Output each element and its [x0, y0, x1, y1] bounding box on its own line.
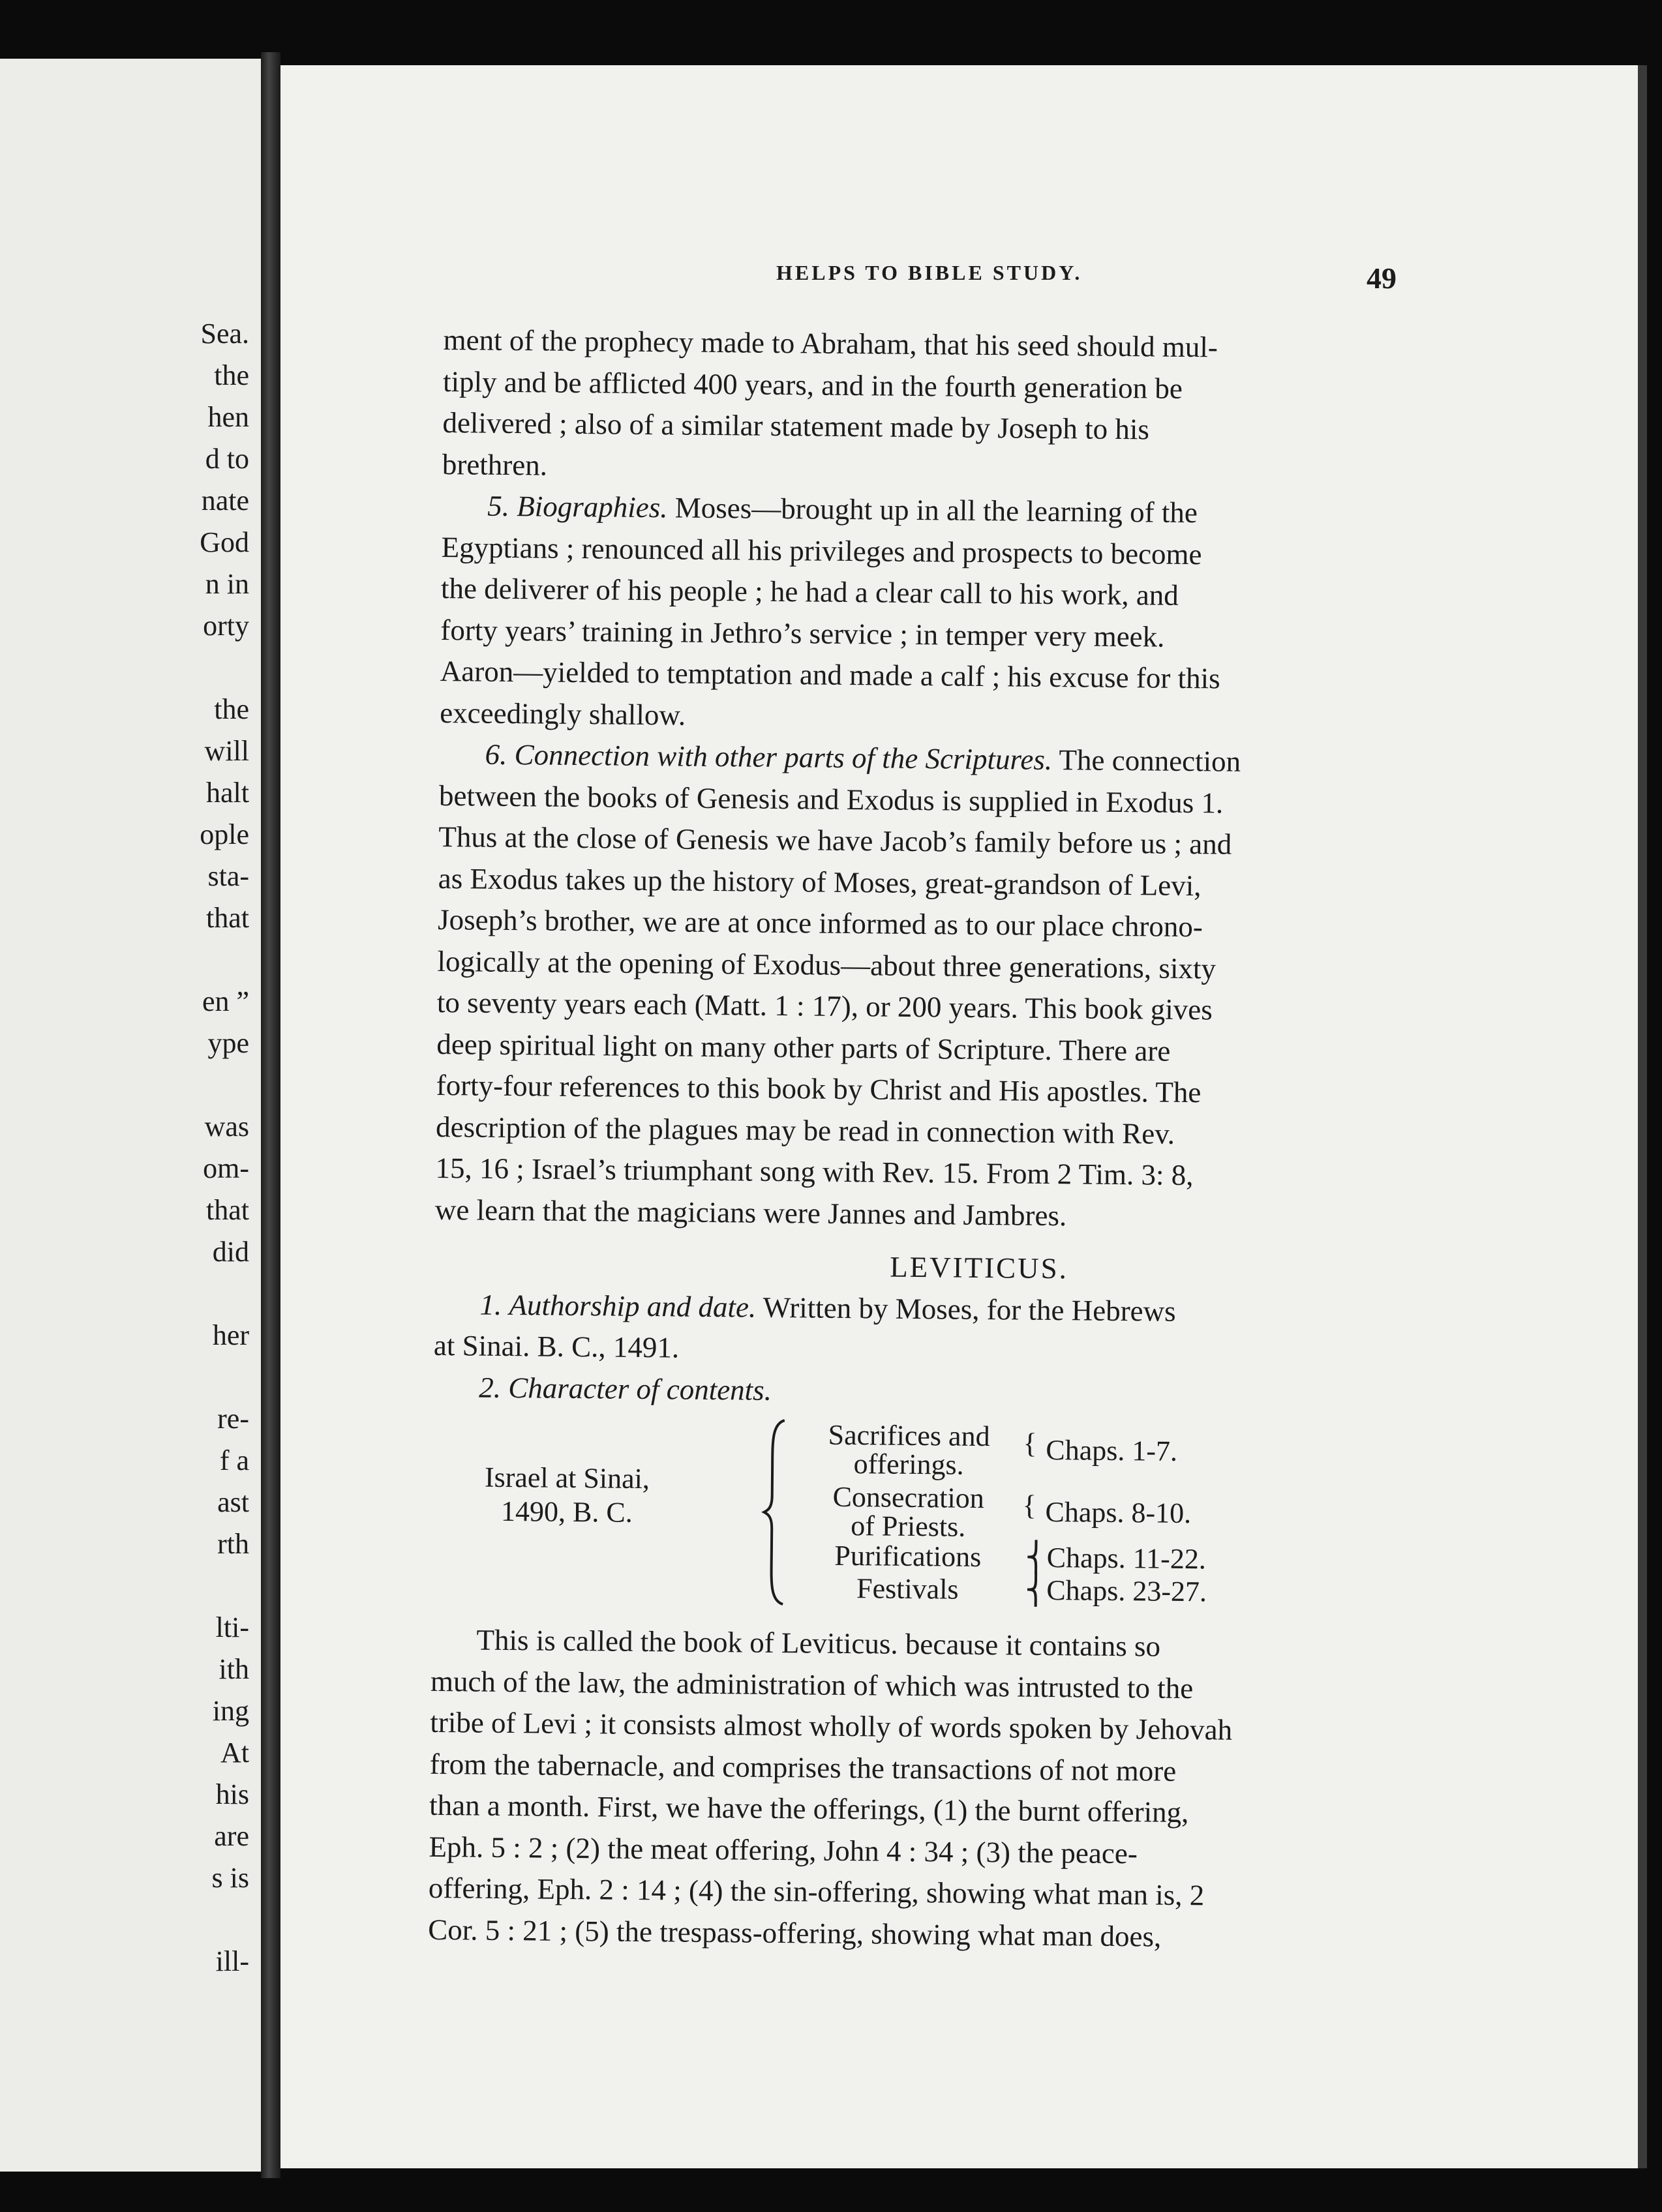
item-line: Consecration [832, 1480, 985, 1515]
facing-page-fragment: ith [219, 1653, 249, 1685]
item-line: Festivals [856, 1572, 959, 1606]
facing-page-fragment: Sea. [200, 318, 249, 350]
item-line: of Priests. [851, 1510, 966, 1543]
section-number: 5. [487, 489, 510, 522]
facing-page-fragment: n in [205, 568, 249, 600]
facing-page-fragment: ople [200, 818, 249, 850]
facing-page-fragment: his [215, 1778, 249, 1810]
section-number: 2. [479, 1371, 502, 1404]
text-span: Moses—brought up in all the learning of the [674, 491, 1198, 530]
group-label-line: Israel at Sinai, [484, 1461, 650, 1495]
facing-page-fragment: en ” [202, 985, 249, 1017]
left-brace-icon [761, 1418, 789, 1607]
facing-page-fragment: the [214, 359, 249, 391]
chapter-text: Chaps. 11-22. [1046, 1541, 1207, 1576]
facing-page-fragment: At [220, 1737, 249, 1769]
bracket-icon: ⎨ [1025, 1574, 1047, 1606]
facing-page-fragment: the [214, 693, 249, 725]
section-number: 1. [479, 1288, 502, 1321]
text-line: brethren. [442, 447, 548, 482]
text-line: description of the plagues may be read in connection with Rev. [435, 1110, 1175, 1150]
chapter-text: Chaps. 23-27. [1046, 1574, 1207, 1608]
text-line: from the tabernacle, and comprises the transactions of not more [429, 1747, 1177, 1787]
facing-page-fragment: her [212, 1319, 249, 1351]
text-line: Eph. 5 : 2 ; (2) the meat offering, John 4 : 34 ; (3) the peace- [429, 1830, 1138, 1870]
facing-page-fragment: s is [211, 1862, 249, 1894]
text-line: than a month. First, we have the offerings, (1) the burnt offering, [429, 1788, 1189, 1829]
facing-page-fragment: lti- [215, 1611, 249, 1643]
item-line: offerings. [853, 1448, 964, 1481]
chapter-range: Chaps. 1-7. [1046, 1433, 1178, 1467]
section-title: Biographies. [517, 490, 668, 524]
text-line: deep spiritual light on many other parts of Scripture. There are [436, 1027, 1171, 1068]
text-line: we learn that the magicians were Jannes and Jambres. [434, 1193, 1067, 1232]
group-label [484, 1461, 650, 1530]
text-line: much of the law, the administration of which was intrusted to the [430, 1664, 1194, 1705]
chapter-range: Chaps. 8-10. [1045, 1495, 1192, 1530]
facing-page-fragment: God [200, 526, 249, 558]
bracket-icon: ⎨ [1025, 1541, 1048, 1574]
facing-page-fragment: hen [207, 401, 249, 433]
text-line: exceedingly shallow. [439, 696, 686, 732]
chapter-range [1025, 1574, 1207, 1609]
facing-page-fragment: sta- [207, 860, 249, 892]
facing-page-fragment: om- [203, 1152, 249, 1184]
group-label-line: 1490, B. C. [500, 1495, 633, 1529]
facing-page-fragment: ing [212, 1695, 249, 1727]
item-line: Purifications [834, 1539, 982, 1573]
right-brace-icon: { [1022, 1489, 1036, 1521]
section-title: Connection with other parts of the Scriptures. [514, 738, 1053, 776]
text-span: Written by Moses, for the Hebrews [763, 1291, 1176, 1328]
page-number: 49 [1367, 262, 1397, 295]
facing-page-fragment: rth [217, 1528, 249, 1560]
section-title: Character of contents. [508, 1371, 772, 1407]
text-line: Egyptians ; renounced all his privileges and prospects to become [441, 530, 1202, 571]
right-brace-icon: { [1023, 1427, 1037, 1459]
text-line: the deliverer of his people ; he had a clear call to his work, and [440, 571, 1179, 612]
text-line: at Sinai. B. C., 1491. [433, 1328, 680, 1364]
section-title: Authorship and date. [509, 1288, 757, 1324]
facing-page-fragment: ill- [215, 1945, 249, 1977]
facing-page-fragment: ype [207, 1027, 249, 1059]
facing-page-fragment: will [204, 735, 249, 767]
body-text [428, 320, 1662, 1963]
facing-page-fragment: that [206, 902, 249, 934]
contents-item [797, 1480, 1020, 1544]
text-line: tribe of Levi ; it consists almost wholly of words spoken by Jehovah [430, 1705, 1233, 1746]
facing-page-fragment: ast [217, 1486, 249, 1518]
text-line: This is called the book of Leviticus. because it contains so [476, 1623, 1161, 1663]
facing-page-fragment: did [212, 1236, 249, 1268]
text-span: The connection [1059, 743, 1241, 778]
text-line: delivered ; also of a similar statement made by Joseph to his [442, 406, 1150, 446]
text-line: Cor. 5 : 21 ; (5) the trespass-offering, showing what man does, [428, 1913, 1162, 1953]
facing-page-fragment: d to [205, 443, 249, 475]
section-number: 6. [485, 738, 507, 771]
text-line: offering, Eph. 2 : 14 ; (4) the sin-offering, showing what man is, 2 [428, 1871, 1205, 1912]
chapter-range [1025, 1541, 1207, 1577]
facing-page-fragment: f a [219, 1444, 249, 1476]
text-line: forty-four references to this book by Christ and His apostles. The [436, 1068, 1201, 1109]
facing-page-fragment: that [206, 1194, 249, 1226]
text-line: to seventy years each (Matt. 1 : 17), or 200 years. This book gives [436, 985, 1213, 1026]
text-line: Thus at the close of Genesis we have Jacob’s family before us ; and [438, 820, 1232, 861]
contents-item [798, 1418, 1020, 1482]
facing-page-fragment: orty [203, 610, 249, 642]
facing-page-fragment: was [204, 1111, 249, 1143]
text-line: 15, 16 ; Israel’s triumphant song with Rev. 15. From 2 Tim. 3: 8, [435, 1151, 1194, 1192]
facing-page-fragment: re- [217, 1403, 249, 1435]
book-heading: LEVITICUS. [889, 1250, 1069, 1285]
text-line: Joseph’s brother, we are at once informed as to our place chrono- [437, 903, 1203, 944]
running-head: HELPS TO BIBLE STUDY. [776, 261, 1083, 284]
text-line: Aaron—yielded to temptation and made a calf ; his excuse for this [440, 654, 1220, 695]
facing-page-fragment: halt [206, 777, 249, 809]
item-line: Sacrifices and [828, 1418, 990, 1453]
facing-page-left [0, 59, 265, 2172]
text-line: ment of the prophecy made to Abraham, that his seed should mul- [443, 323, 1218, 364]
contents-item [797, 1538, 1019, 1574]
book-spine [261, 52, 280, 2178]
text-line: logically at the opening of Exodus—about three generations, sixty [437, 944, 1216, 985]
contents-item [796, 1571, 1018, 1607]
text-line: tiply and be afflicted 400 years, and in the fourth generation be [442, 365, 1183, 405]
facing-page-fragment: nate [201, 485, 249, 516]
text-line: between the books of Genesis and Exodus is supplied in Exodus 1. [438, 779, 1224, 820]
contents-diagram [431, 1408, 1662, 1616]
text-line: forty years’ training in Jethro’s service ; in temper very meek. [440, 613, 1165, 653]
text-line: as Exodus takes up the history of Moses, great-grandson of Levi, [438, 861, 1201, 902]
book-page [280, 65, 1647, 2168]
facing-page-fragment: are [214, 1820, 249, 1852]
